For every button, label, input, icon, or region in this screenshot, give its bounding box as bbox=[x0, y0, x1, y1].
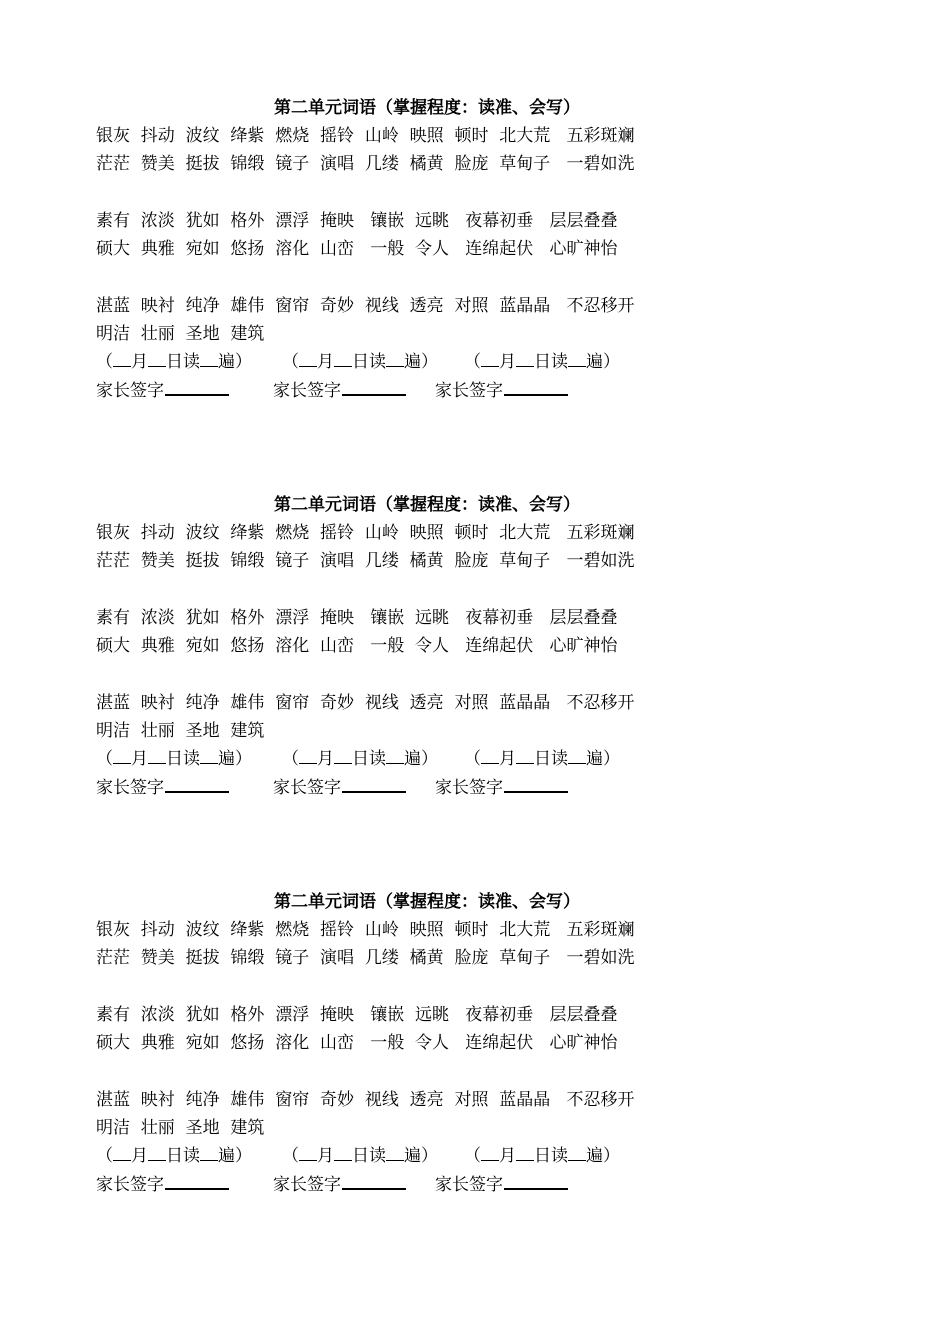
signature-blank[interactable] bbox=[342, 380, 406, 396]
word-row: 素有 浓淡 犹如 格外 漂浮 掩映 镶嵌 远眺 夜幕初垂 层层叠叠 bbox=[96, 211, 618, 231]
word-row: 茫茫 赞美 挺拔 锦缎 镜子 演唱 几缕 橘黄 脸庞 草甸子 一碧如洗 bbox=[96, 551, 635, 571]
parent-signature: 家长签字 bbox=[273, 776, 406, 800]
reading-entry: （ 月 日读 遍） bbox=[96, 749, 252, 769]
parent-signature: 家长签字 bbox=[96, 1173, 229, 1197]
signature-blank[interactable] bbox=[504, 1174, 568, 1190]
parent-signature: 家长签字 bbox=[96, 776, 229, 800]
word-row: 茫茫 赞美 挺拔 锦缎 镜子 演唱 几缕 橘黄 脸庞 草甸子 一碧如洗 bbox=[96, 154, 635, 174]
reading-entry: （ 月 日读 遍） bbox=[282, 749, 438, 769]
parent-signature: 家长签字 bbox=[96, 379, 229, 403]
word-row: 明洁 壮丽 圣地 建筑 bbox=[96, 1118, 265, 1138]
signature-blank[interactable] bbox=[342, 1174, 406, 1190]
signature-row bbox=[96, 1173, 696, 1197]
sheet-title: 第二单元词语（掌握程度：读准、会写） bbox=[274, 98, 580, 118]
word-row: 素有 浓淡 犹如 格外 漂浮 掩映 镶嵌 远眺 夜幕初垂 层层叠叠 bbox=[96, 1005, 618, 1025]
signature-row bbox=[96, 379, 696, 403]
reading-entry: （ 月 日读 遍） bbox=[464, 1146, 620, 1166]
word-row: 银灰 抖动 波纹 绛紫 燃烧 摇铃 山岭 映照 顿时 北大荒 五彩斑斓 bbox=[96, 920, 635, 940]
word-row: 素有 浓淡 犹如 格外 漂浮 掩映 镶嵌 远眺 夜幕初垂 层层叠叠 bbox=[96, 608, 618, 628]
signature-blank[interactable] bbox=[504, 380, 568, 396]
word-row: 明洁 壮丽 圣地 建筑 bbox=[96, 721, 265, 741]
reading-entry: （ 月 日读 遍） bbox=[96, 1146, 252, 1166]
reading-log bbox=[96, 350, 696, 374]
word-row: 硕大 典雅 宛如 悠扬 溶化 山峦 一般 令人 连绵起伏 心旷神怡 bbox=[96, 239, 618, 259]
word-row: 湛蓝 映衬 纯净 雄伟 窗帘 奇妙 视线 透亮 对照 蓝晶晶 不忍移开 bbox=[96, 1090, 635, 1110]
signature-blank[interactable] bbox=[165, 1174, 229, 1190]
word-row: 硕大 典雅 宛如 悠扬 溶化 山峦 一般 令人 连绵起伏 心旷神怡 bbox=[96, 1033, 618, 1053]
parent-signature: 家长签字 bbox=[273, 379, 406, 403]
parent-signature: 家长签字 bbox=[435, 379, 568, 403]
reading-entry: （ 月 日读 遍） bbox=[464, 352, 620, 372]
word-row: 明洁 壮丽 圣地 建筑 bbox=[96, 324, 265, 344]
reading-log bbox=[96, 747, 696, 771]
reading-log bbox=[96, 1144, 696, 1168]
parent-signature: 家长签字 bbox=[435, 1173, 568, 1197]
signature-row bbox=[96, 776, 696, 800]
word-row: 湛蓝 映衬 纯净 雄伟 窗帘 奇妙 视线 透亮 对照 蓝晶晶 不忍移开 bbox=[96, 693, 635, 713]
parent-signature: 家长签字 bbox=[273, 1173, 406, 1197]
parent-signature: 家长签字 bbox=[435, 776, 568, 800]
signature-blank[interactable] bbox=[504, 777, 568, 793]
reading-entry: （ 月 日读 遍） bbox=[464, 749, 620, 769]
reading-entry: （ 月 日读 遍） bbox=[96, 352, 252, 372]
signature-blank[interactable] bbox=[165, 777, 229, 793]
word-row: 硕大 典雅 宛如 悠扬 溶化 山峦 一般 令人 连绵起伏 心旷神怡 bbox=[96, 636, 618, 656]
word-row: 银灰 抖动 波纹 绛紫 燃烧 摇铃 山岭 映照 顿时 北大荒 五彩斑斓 bbox=[96, 523, 635, 543]
reading-entry: （ 月 日读 遍） bbox=[282, 352, 438, 372]
sheet-title: 第二单元词语（掌握程度：读准、会写） bbox=[274, 495, 580, 515]
word-row: 茫茫 赞美 挺拔 锦缎 镜子 演唱 几缕 橘黄 脸庞 草甸子 一碧如洗 bbox=[96, 948, 635, 968]
word-row: 湛蓝 映衬 纯净 雄伟 窗帘 奇妙 视线 透亮 对照 蓝晶晶 不忍移开 bbox=[96, 296, 635, 316]
reading-entry: （ 月 日读 遍） bbox=[282, 1146, 438, 1166]
sheet-title: 第二单元词语（掌握程度：读准、会写） bbox=[274, 892, 580, 912]
signature-blank[interactable] bbox=[165, 380, 229, 396]
signature-blank[interactable] bbox=[342, 777, 406, 793]
word-row: 银灰 抖动 波纹 绛紫 燃烧 摇铃 山岭 映照 顿时 北大荒 五彩斑斓 bbox=[96, 126, 635, 146]
